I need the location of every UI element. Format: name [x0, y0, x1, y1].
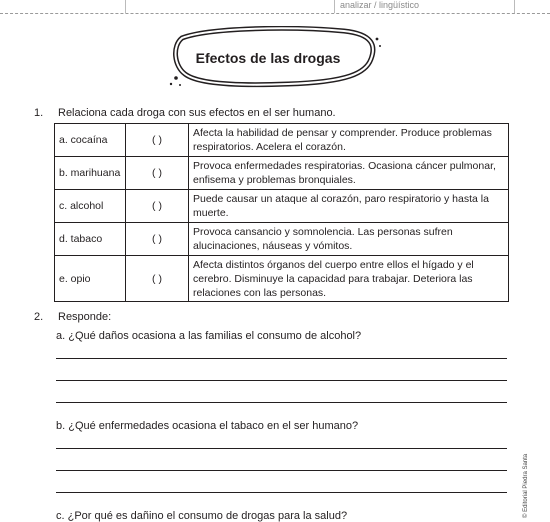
- answer-line[interactable]: [56, 380, 507, 381]
- drug-cell: a. cocaína: [55, 124, 126, 157]
- effect-cell: Provoca enfermedades respiratorias. Ocasiona cáncer pulmonar, enfisema y problemas bronquiales.: [189, 157, 509, 190]
- subquestion-c: c. ¿Por qué es dañino el consumo de drogas para la salud?: [56, 510, 348, 522]
- page-title: Efectos de las drogas: [195, 50, 341, 66]
- effect-cell: Afecta distintos órganos del cuerpo entre ellos el hígado y el cerebro. Disminuye la capacidad para trabajar. Deteriora las relaciones con las personas.: [189, 256, 509, 302]
- effect-cell: Provoca cansancio y somnolencia. Las personas sufren alucinaciones, náuseas y vómitos.: [189, 223, 509, 256]
- top-divider: [125, 0, 126, 13]
- top-band: [0, 0, 550, 14]
- answer-line[interactable]: [56, 470, 507, 471]
- credit-text: © Editorial Piedra Santa: [523, 453, 529, 518]
- effect-cell: Puede causar un ataque al corazón, paro respiratorio y hasta la muerte.: [189, 190, 509, 223]
- answer-line[interactable]: [56, 492, 507, 493]
- drug-cell: b. marihuana: [55, 157, 126, 190]
- answer-blank[interactable]: ( ): [126, 223, 189, 256]
- top-divider: [514, 0, 515, 13]
- answer-blank[interactable]: ( ): [126, 124, 189, 157]
- side-credit: [520, 452, 534, 518]
- drug-cell: d. tabaco: [55, 223, 126, 256]
- table-row: [55, 190, 509, 223]
- table-row: [55, 124, 509, 157]
- answer-blank[interactable]: ( ): [126, 190, 189, 223]
- question-number: 1.: [34, 107, 44, 119]
- answer-line[interactable]: [56, 448, 507, 449]
- table-row: [55, 256, 509, 302]
- drug-cell: e. opio: [55, 256, 126, 302]
- question-prompt: Relaciona cada droga con sus efectos en el ser humano.: [58, 107, 336, 119]
- drug-cell: c. alcohol: [55, 190, 126, 223]
- answer-line[interactable]: [56, 358, 507, 359]
- title-frame: [168, 26, 383, 90]
- subquestion-b: b. ¿Qué enfermedades ocasiona el tabaco en el ser humano?: [56, 420, 359, 432]
- answer-line[interactable]: [56, 402, 507, 403]
- subquestion-a: a. ¿Qué daños ocasiona a las familias el consumo de alcohol?: [56, 330, 362, 342]
- table-row: [55, 157, 509, 190]
- answer-blank[interactable]: ( ): [126, 256, 189, 302]
- top-cut-text: analizar / lingüístico: [340, 0, 420, 10]
- question-prompt: Responde:: [58, 311, 112, 323]
- effect-cell: Afecta la habilidad de pensar y comprender. Produce problemas respiratorios. Acelera el corazón.: [189, 124, 509, 157]
- top-divider: [334, 0, 335, 13]
- matching-table: [54, 123, 509, 302]
- answer-blank[interactable]: ( ): [126, 157, 189, 190]
- dashed-line: [0, 13, 550, 14]
- table-row: [55, 223, 509, 256]
- question-number: 2.: [34, 311, 44, 323]
